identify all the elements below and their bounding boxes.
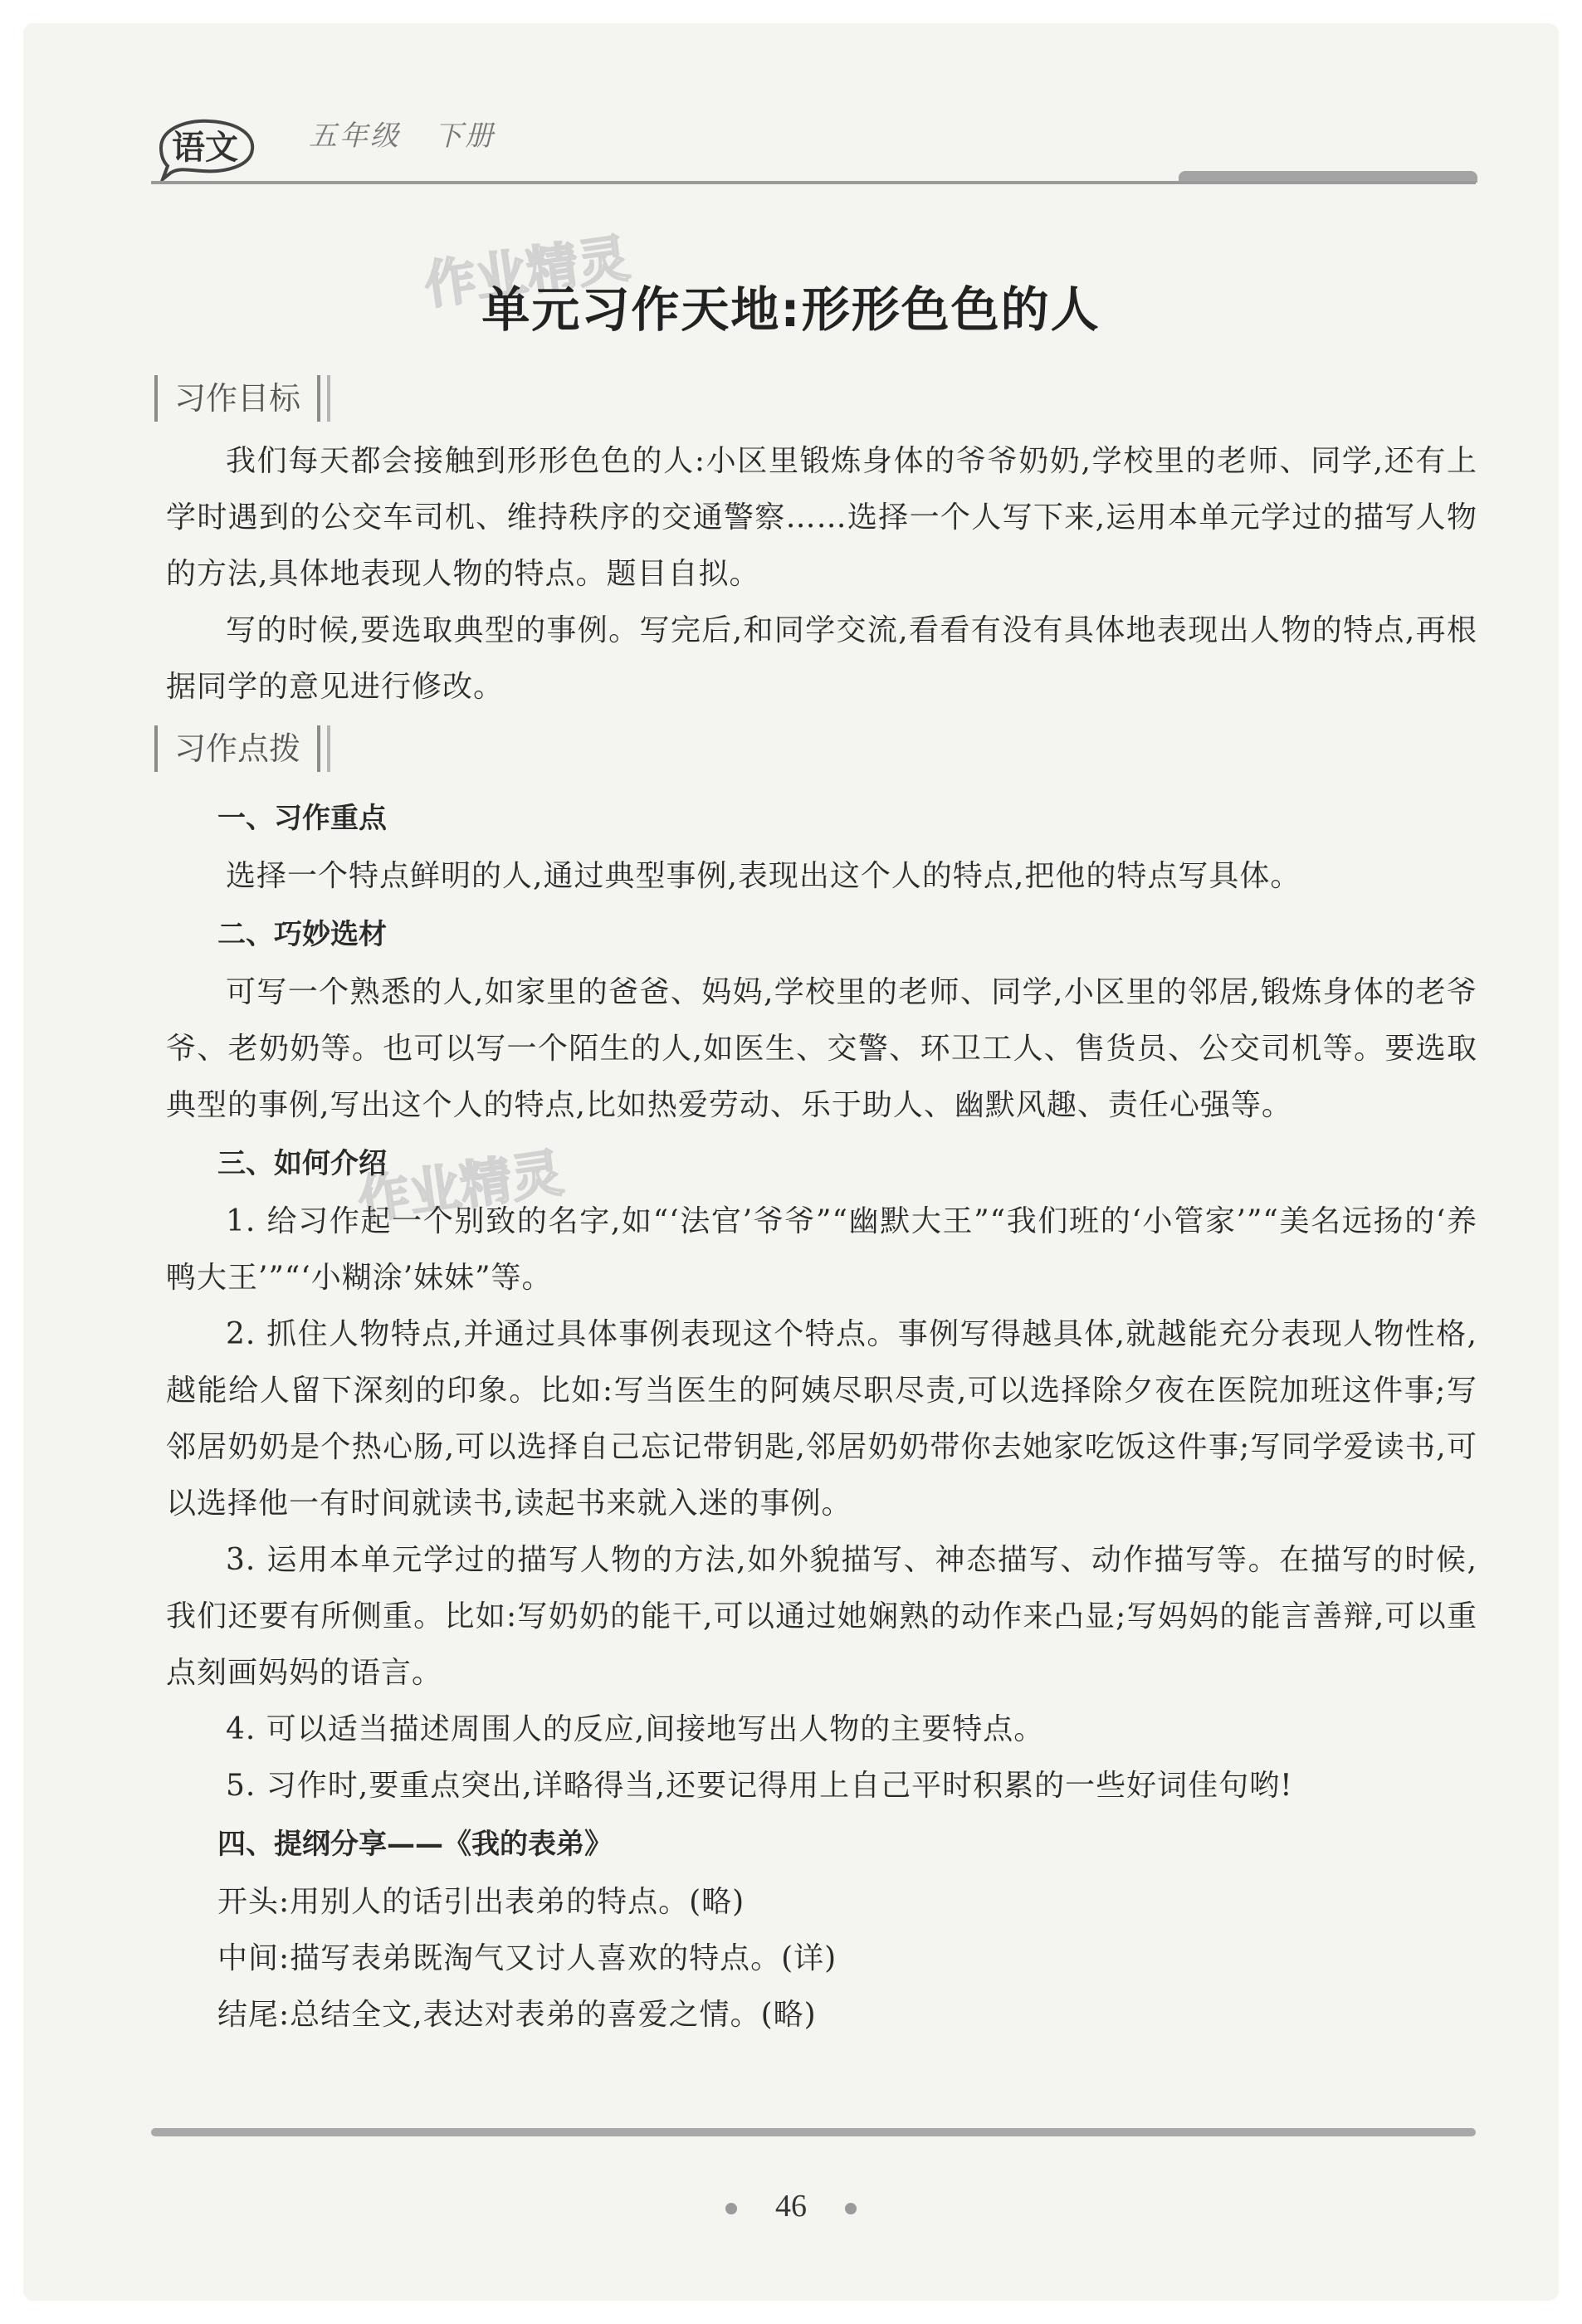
outline-item: 中间:描写表弟既淘气又讨人喜欢的特点。(详) (217, 1941, 837, 1975)
page-title: 单元习作天地:形形色色的人 (481, 281, 1101, 338)
goal-section (166, 433, 1477, 715)
dot-icon (725, 2203, 737, 2214)
point-item: 3. 运用本单元学过的描写人物的方法,如外貌描写、神态描写、动作描写等。在描写的时候,我们还要有所侧重。比如:写奶奶的能干,可以通过她娴熟的动作来凸显;写妈妈的能言善辩,可以重点刻画妈妈的语言。 (166, 1543, 1477, 1690)
watermark: 作业精灵 (354, 1142, 567, 1231)
volume-label: 下册 (434, 120, 496, 153)
tips-section (166, 788, 1477, 2043)
heading-introduce: 三、如何介绍 (217, 1147, 387, 1180)
section-label-goal: 习作目标 (154, 375, 320, 422)
watermark: 作业精灵 (420, 227, 633, 316)
logo-text: 语文 (172, 129, 238, 167)
outline-item: 结尾:总结全文,表达对表弟的喜爱之情。(略) (217, 1998, 817, 2032)
point-item: 1. 给习作起一个别致的名字,如“‘法官’爷爷”“幽默大王”“我们班的‘小管家’”“美名远扬的‘养鸭大王’”“‘小糊涂’妹妹”等。 (166, 1204, 1477, 1295)
goal-paragraph: 我们每天都会接触到形形色色的人:小区里锻炼身体的爷爷奶奶,学校里的老师、同学,还有上学时遇到的公交车司机、维持秩序的交通警察……选择一个人写下来,运用本单元学过的描写人物的方法,具体地表现人物的特点。题目自拟。 (166, 444, 1477, 591)
section-label-tips: 习作点拨 (154, 725, 320, 772)
header-divider (151, 181, 1476, 184)
point-item: 2. 抓住人物特点,并通过具体事例表现这个特点。事例写得越具体,就越能充分表现人物性格,越能给人留下深刻的印象。比如:写当医生的阿姨尽职尽责,可以选择除夕夜在医院加班这件事;写邻居奶奶是个热心肠,可以选择自己忘记带钥匙,邻居奶奶带你去她家吃饭这件事;写同学爱读书,可以选择他一有时间就读书,读起书来就入迷的事例。 (166, 1317, 1477, 1521)
page-number: 46 (775, 2189, 807, 2224)
point-item: 4. 可以适当描述周围人的反应,间接地写出人物的主要特点。 (226, 1712, 1045, 1746)
point-item: 5. 习作时,要重点突出,详略得当,还要记得用上自己平时积累的一些好词佳句哟! (226, 1769, 1293, 1803)
footer-divider (151, 2128, 1476, 2136)
paragraph-focus: 选择一个特点鲜明的人,通过典型事例,表现出这个人的特点,把他的特点写具体。 (226, 859, 1301, 893)
heading-focus: 一、习作重点 (217, 802, 387, 835)
goal-paragraph: 写的时候,要选取典型的事例。写完后,和同学交流,看看有没有具体地表现出人物的特点,再根据同学的意见进行修改。 (166, 613, 1477, 704)
dot-icon (845, 2203, 857, 2214)
subject-logo (151, 115, 259, 181)
book-info (309, 113, 529, 154)
heading-outline: 四、提纲分享——《我的表弟》 (217, 1828, 613, 1861)
outline-item: 开头:用别人的话引出表弟的特点。(略) (217, 1885, 745, 1919)
heading-material: 二、巧妙选材 (217, 918, 387, 951)
grade-label: 五年级 (309, 120, 401, 153)
page-number-row (0, 2188, 1582, 2224)
paragraph-material: 可写一个熟悉的人,如家里的爸爸、妈妈,学校里的老师、同学,小区里的邻居,锻炼身体的老爷爷、老奶奶等。也可以写一个陌生的人,如医生、交警、环卫工人、售货员、公交司机等。要选取典型的事例,写出这个人的特点,比如热爱劳动、乐于助人、幽默风趣、责任心强等。 (166, 975, 1477, 1122)
